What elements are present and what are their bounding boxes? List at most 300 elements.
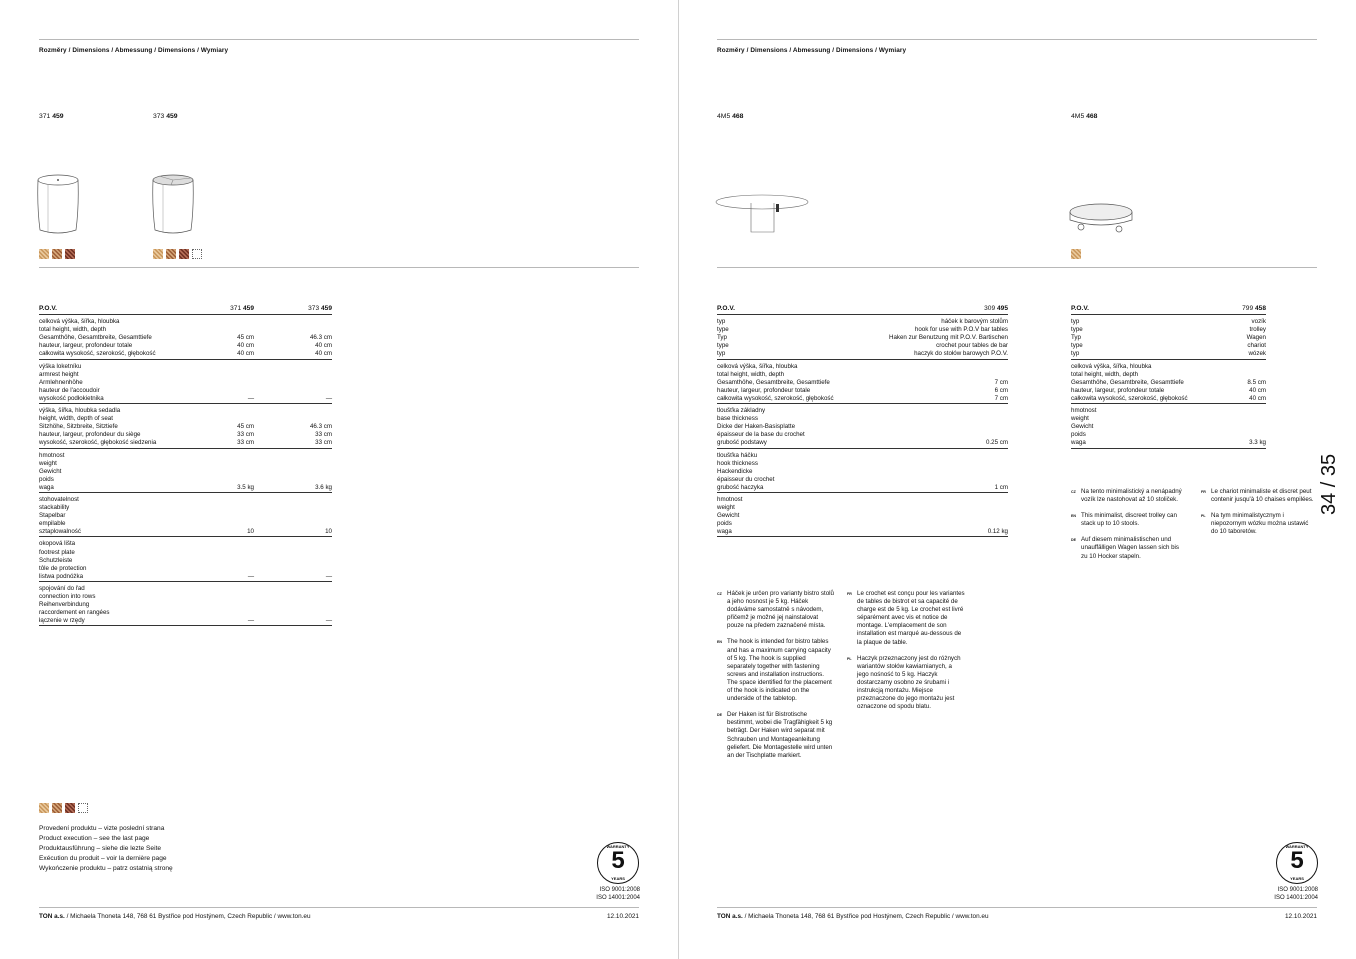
row-value [254,363,332,371]
table-row [39,342,332,350]
table-row [39,504,332,512]
row-label: poids [1071,431,1086,439]
row-label: Typ [1071,334,1081,342]
row-label: hook thickness [717,459,758,467]
row-value: 7 cm [861,395,1008,404]
row-value: 40 cm [237,342,254,350]
note-paragraph [1071,488,1186,504]
table-row [39,601,332,609]
row-label: hauteur, largeur, profondeur totale [1071,386,1165,394]
table-row [717,415,1008,423]
row-value [861,460,1008,468]
product-code-371: 371 459 [39,113,64,120]
row-label: épaisseur de la base du crochet [717,431,805,439]
table-row [39,528,332,537]
row-label: hauteur, largeur, profondeur totale [39,342,133,350]
swatch-dark-wood [65,249,75,259]
table-row [39,512,332,520]
row-label: całkowita wysokość, szerokość, głębokość [39,350,194,359]
date-right: 12.10.2021 [1285,913,1317,920]
row-value [194,407,254,415]
row-label: type [1071,342,1083,350]
language-tag: PL [847,656,852,661]
table-row [717,423,1008,431]
table-row [39,609,332,617]
table-row [717,326,1008,334]
note-paragraph [717,711,835,760]
stool-373-drawing [151,172,199,236]
row-value [254,557,332,565]
table-row [717,520,1008,528]
row-value: 46.3 cm [309,334,332,342]
row-value: 33 cm [254,439,332,448]
row-value: Haken zur Benutzung mit P.O.V. Bartischen [888,334,1008,342]
table-row [39,439,332,448]
row-label: stohovatelnost [39,495,79,503]
table-title: P.O.V. [717,305,861,315]
finish-swatches-legend [39,803,88,813]
row-label: hauteur, largeur, profondeur totale [717,386,811,394]
row-label: waga [717,528,861,537]
table-row [39,593,332,601]
row-value: 6 cm [994,386,1008,394]
table-row [39,565,332,573]
hook-notes-col1 [717,590,835,768]
row-value [254,371,332,379]
row-value: trolley [1249,326,1266,334]
table-row [1071,363,1266,371]
table-row [39,431,332,439]
row-value [254,512,332,520]
table-row [717,484,1008,493]
row-label: weight [39,459,57,467]
note-text: Der Haken ist für Bistrotische bestimmt, wobei die Tragfähigkeit 5 kg beträgt. Der Haken wird separat mit Schrauben und Montageanleitung geliefert. Die Montagestelle wird unten an der Tischplatte markiert. [727,711,833,759]
row-value [861,415,1008,423]
table-row [39,617,332,626]
row-value: 40 cm [194,350,254,359]
row-value: 40 cm [315,342,332,350]
row-label: łączenie w rzędy [39,617,194,626]
row-label: okopová lišta [39,540,76,548]
row-value [254,326,332,334]
note-text: Le crochet est conçu pour les variantes de tables de bistrot et sa capacité de charge est de 5 kg. Le crochet est livré séparément avec vis et notice de montage. L'emplacement de son installation est marqué au-dessous de la plaque de table. [857,590,965,646]
table-row [717,407,1008,415]
row-value [194,387,254,395]
footer-rule-left [39,907,639,908]
header-left: Rozměry / Dimensions / Abmessung / Dimensions / Wymiary [39,47,229,54]
note-text: Háček je určen pro varianty bistro stolů a jeho nosnost je 5 kg. Háček dodáváme samostatně s návodem, přičemž je možné jej nainstalovat pouze na předem zaznačené místa. [727,590,834,630]
swatch-light-wood [1071,249,1081,259]
row-label: base thickness [717,415,758,423]
table-row [717,371,1008,379]
row-value: 10 [194,528,254,537]
top-rule-right [717,39,1317,40]
row-label: poids [39,475,54,483]
row-value [254,460,332,468]
swatch-light-wood [153,249,163,259]
table-row [717,379,1008,387]
table-row [39,452,332,460]
page-divider [678,0,679,959]
table-row [39,549,332,557]
table-row [39,326,332,334]
table-row [39,334,332,342]
row-label: type [717,326,729,334]
row-label: waga [1071,439,1233,448]
table-row [39,415,332,423]
row-label: empilable [39,520,66,528]
table-row [1071,334,1266,342]
row-label: wysokość, szerokość, głębokość siedzenia [39,439,194,448]
row-label: Reihenverbindung [39,601,90,609]
trolley-drawing [1067,200,1137,236]
row-value: 10 [254,528,332,537]
page-number: 34 / 35 [1318,453,1340,515]
row-value [1233,431,1266,439]
swatch-dark-wood [179,249,189,259]
row-value [1233,363,1266,371]
row-value [194,452,254,460]
row-value: háček k barovým stolům [941,318,1008,326]
row-value [194,476,254,484]
table-row [39,540,332,548]
row-value [861,431,1008,439]
row-label: typ [1071,350,1233,359]
footer-rule-right [717,907,1317,908]
row-label: Gesamthöhe, Gesamtbreite, Gesamttiefe [717,378,830,386]
language-tag: FR [1201,490,1206,494]
swatch-dark-wood [65,803,75,813]
date-left: 12.10.2021 [607,913,639,920]
row-value [194,557,254,565]
col-309: 309 495 [861,305,1008,315]
table-row [39,379,332,387]
row-value [194,468,254,476]
table-row [717,387,1008,395]
row-value [194,601,254,609]
note-paragraph [717,638,835,703]
row-label: hmotnost [1071,407,1097,415]
row-value [194,379,254,387]
swatch-upholstery [78,803,88,813]
row-value [194,549,254,557]
row-label: całkowita wysokość, szerokość, głębokość [717,395,861,404]
row-label: total height, width, depth [717,370,785,378]
row-label: footrest plate [39,548,75,556]
language-tag: PL [1201,514,1206,519]
finish-swatches-373 [153,249,202,259]
row-value [254,468,332,476]
row-label: hmotnost [717,495,743,503]
row-label: Hackendicke [717,467,753,475]
row-value: 8.5 cm [1247,378,1266,386]
table-row [39,423,332,431]
row-label: armrest height [39,370,79,378]
table-row [717,460,1008,468]
table-row [39,484,332,493]
row-value: 45 cm [237,334,254,342]
row-value [194,371,254,379]
table-row [39,350,332,359]
row-value: — [254,395,332,404]
row-value [861,512,1008,520]
row-label: Gewicht [39,467,62,475]
table-row [1071,407,1266,415]
table-row [717,496,1008,504]
row-label: total height, width, depth [39,326,107,334]
note-paragraph [1201,512,1316,536]
trolley-notes-col1 [1071,488,1186,569]
table-row [39,363,332,371]
bar-hook-drawing [714,192,812,236]
table-row [1071,439,1266,448]
table-title: P.O.V. [39,305,194,315]
product-code-trolley: 4M5 468 [1071,113,1098,120]
table-row [717,468,1008,476]
row-label: tloušťka základny [717,407,766,415]
iso-left: ISO 9001:2008 ISO 14001:2004 [596,887,640,901]
note-paragraph [1071,512,1186,528]
row-label: Stapelbar [39,512,66,520]
row-value [1233,371,1266,379]
row-label: waga [39,484,194,493]
row-value: Wagen [1246,334,1266,342]
table-row [717,350,1008,359]
language-tag: CZ [1071,490,1076,494]
table-row [1071,318,1266,326]
row-label: sztaplowalność [39,528,194,537]
row-value: — [254,617,332,626]
table-row [717,334,1008,342]
table-row [1071,379,1266,387]
note-paragraph [717,590,835,630]
product-code-373: 373 459 [153,113,178,120]
trolley-notes-col2 [1201,488,1316,544]
row-value [254,379,332,387]
row-label: výška, šířka, hloubka sedadla [39,407,121,415]
row-label: raccordement en rangées [39,609,110,617]
row-value [254,585,332,593]
table-row [39,585,332,593]
row-label: typ [1071,318,1080,326]
note-paragraph [1071,536,1186,560]
row-label: hauteur, largeur, profondeur du siège [39,431,141,439]
row-value [861,363,1008,371]
row-value: crochet pour tables de bar [936,342,1008,350]
row-label: épaisseur du crochet [717,475,775,483]
row-value: 3.5 kg [194,484,254,493]
row-label: celková výška, šířka, hloubka [717,362,798,370]
table-row [717,318,1008,326]
table-row [39,557,332,565]
row-value [254,407,332,415]
row-value [194,318,254,326]
row-value: 33 cm [315,431,332,439]
note-paragraph [1201,488,1316,504]
table-row [1071,395,1266,404]
col-373: 373 459 [254,305,332,315]
table-row [39,468,332,476]
row-value [861,468,1008,476]
table-row [717,476,1008,484]
header-right: Rozměry / Dimensions / Abmessung / Dimensions / Wymiary [717,47,907,54]
row-label: celková výška, šířka, hloubka [1071,362,1152,370]
row-value: 33 cm [194,439,254,448]
col-371: 371 459 [194,305,254,315]
row-value: chariot [1247,342,1266,350]
note-text: Na tym minimalistycznym i niepozornym wózku można ustawić do 10 taboretów. [1211,512,1309,536]
table-row [39,318,332,326]
note-text: Auf diesem minimalistischen und unauffälligen Wagen lassen sich bis zu 10 Hocker stapeln. [1081,536,1180,560]
warranty-badge-right: WARRANTY 5 YEARS [1276,842,1318,884]
row-label: celková výška, šířka, hloubka [39,318,120,326]
row-label: Gewicht [717,512,740,520]
note-text: Le chariot minimaliste et discret peut contenir jusqu'à 10 chaises empilées. [1211,488,1314,504]
row-value: 33 cm [237,431,254,439]
table-row [717,395,1008,404]
footer-left: TON a.s. / Michaela Thoneta 148, 768 61 Bystřice pod Hostýnem, Czech Republic / www.ton.eu [39,913,311,920]
row-value [1233,407,1266,415]
row-value: vozík [1251,318,1266,326]
row-label: výška loketníku [39,362,82,370]
table-row [39,407,332,415]
note-text: The hook is intended for bistro tables and has a maximum carrying capacity of 5 kg. The hook is supplied separately together with fastening screws and installation instructions. The space identified for the placement of the hook is indicated on the underside of the tabletop. [727,638,832,703]
spec-table-left [39,305,332,626]
row-value [254,565,332,573]
row-value [254,520,332,528]
table-row [39,573,332,582]
table-row [717,342,1008,350]
row-label: hmotnost [39,451,65,459]
swatch-medium-wood [166,249,176,259]
row-label: poids [717,520,732,528]
table-row [39,395,332,404]
row-value [194,326,254,334]
note-text: This minimalist, discreet trolley can stack up to 10 stools. [1081,512,1177,528]
row-label: Typ [717,334,727,342]
row-label: weight [717,504,735,512]
row-value [861,452,1008,460]
row-value: 46.3 cm [309,423,332,431]
row-value: 3.3 kg [1233,439,1266,448]
row-value [194,512,254,520]
row-value: 40 cm [1249,386,1266,394]
spec-table-hook [717,305,1008,537]
language-tag: EN [717,640,722,645]
row-label: Gesamthöhe, Gesamtbreite, Gesamttiefe [39,334,152,342]
row-value: 1 cm [861,484,1008,493]
row-label: type [717,342,729,350]
row-label: typ [717,350,861,359]
row-label: type [1071,326,1083,334]
row-value [254,476,332,484]
table-row [717,439,1008,448]
table-row [717,528,1008,537]
row-value [1233,423,1266,431]
finish-swatches-371 [39,249,75,259]
row-value: hook for use with P.O.V bar tables [914,326,1008,334]
row-value [194,520,254,528]
row-value: 3.6 kg [254,484,332,493]
warranty-badge-left: WARRANTY 5 YEARS [597,842,639,884]
table-row [717,512,1008,520]
row-value: 0.12 kg [861,528,1008,537]
row-value [254,593,332,601]
row-label: connection into rows [39,593,96,600]
row-label: tôle de protection [39,564,87,572]
row-label: height, width, depth of seat [39,415,113,423]
row-value: haczyk do stołów barowych P.O.V. [861,350,1008,359]
note-paragraph [847,590,965,647]
row-value [861,476,1008,484]
table-title: P.O.V. [1071,305,1233,315]
section-rule-right [717,267,1317,268]
row-value [254,540,332,548]
row-value [254,496,332,504]
row-label: Armlehnenhöhe [39,378,83,386]
execution-note: Provedení produktu – vizte poslední strana Product execution – see the last page Produktausführung – siehe die lezte Seite Exécution du produit – voir la dernière page Wykończenie produktu – patrz ostatnią stronę [39,825,173,872]
row-label: grubość podstawy [717,439,861,448]
row-value [254,609,332,617]
row-label: tloušťka háčku [717,451,758,459]
row-value [194,415,254,423]
footer-right: TON a.s. / Michaela Thoneta 148, 768 61 Bystřice pod Hostýnem, Czech Republic / www.ton.eu [717,913,989,920]
row-label: total height, width, depth [1071,370,1139,378]
row-label: spojování do řad [39,584,85,592]
row-value [254,601,332,609]
row-value: 45 cm [237,423,254,431]
row-label: hauteur de l'accoudoir [39,386,100,394]
table-row [1071,342,1266,350]
product-code-hook: 4M5 468 [717,113,744,120]
row-label: stackability [39,504,70,512]
col-799: 799 458 [1233,305,1266,315]
row-value: wózek [1233,350,1266,359]
row-value: — [194,617,254,626]
table-row [717,431,1008,439]
table-row [39,460,332,468]
swatch-medium-wood [52,249,62,259]
section-rule-left [39,267,639,268]
row-value [861,520,1008,528]
row-value [861,423,1008,431]
row-value [254,504,332,512]
table-row [1071,350,1266,359]
stool-371-drawing [36,172,84,236]
language-tag: CZ [717,592,722,596]
table-row [39,496,332,504]
row-value [194,496,254,504]
row-label: grubość haczyka [717,484,861,493]
row-label: Gesamthöhe, Gesamtbreite, Gesamttiefe [1071,378,1184,386]
table-row [1071,415,1266,423]
language-tag: DE [1071,538,1076,543]
row-label: wysokość podłokietnika [39,395,194,404]
row-label: Gewicht [1071,423,1094,431]
row-label: typ [717,318,726,326]
row-value [194,585,254,593]
swatch-light-wood [39,249,49,259]
note-text: Na tento minimalistický a nenápadný vozík lze nastohovat až 10 stoliček. [1081,488,1182,504]
table-row [1071,326,1266,334]
note-text: Haczyk przeznaczony jest do różnych wariantów stołów kawiarnianych, a jego nośność to 5 kg. Haczyk dostarczamy osobno ze śrubami i instrukcją montażu. Miejsce przeznaczone do jego montażu jest oznaczone od spodu blatu. [857,654,961,711]
row-value: 7 cm [994,378,1008,386]
row-value [861,496,1008,504]
language-tag: DE [717,713,722,718]
swatch-light-wood [39,803,49,813]
swatch-medium-wood [52,803,62,813]
row-value [861,504,1008,512]
